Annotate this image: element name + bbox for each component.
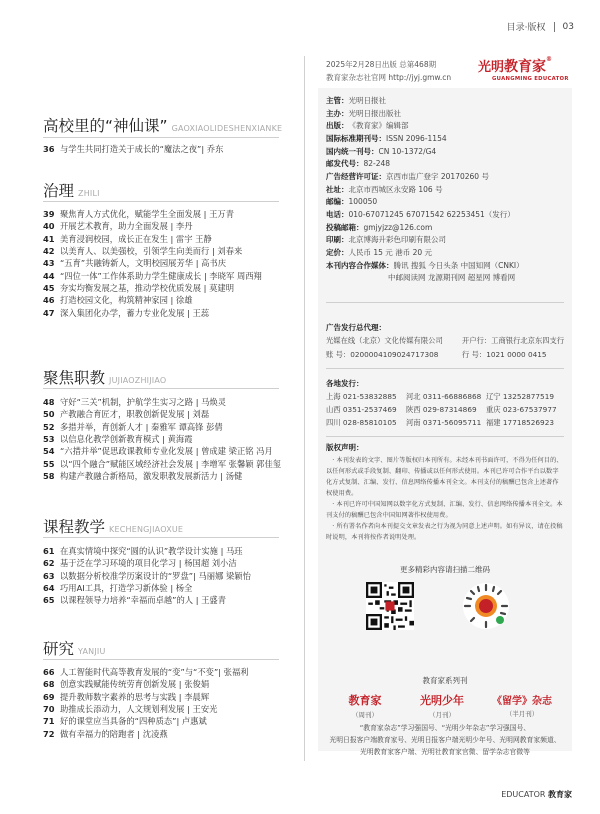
toc-item[interactable] bbox=[43, 143, 293, 155]
masthead-row bbox=[326, 259, 566, 272]
masthead-row bbox=[326, 119, 566, 132]
section-title-cn: 高校里的“神仙课” bbox=[43, 117, 168, 135]
toc-text: 多措并举，育创新人才 | 秦雅军 谭高锋 彭倩 bbox=[60, 421, 223, 432]
toc-item[interactable] bbox=[43, 666, 293, 678]
toc-item[interactable] bbox=[43, 715, 293, 727]
section-title-cn: 治理 bbox=[43, 182, 75, 200]
toc-text: 美育浸润校园，成长正在发生 | 雷宇 王静 bbox=[60, 233, 212, 244]
section-title-zhijiao bbox=[43, 366, 166, 388]
distribution-cell: 辽宁 13252877519 bbox=[486, 391, 554, 401]
brand-name: 教育家 bbox=[348, 694, 382, 707]
section-title-en: GAOXIAOLIDESHENXIANKE bbox=[171, 124, 283, 133]
brand-name: 光明少年 bbox=[420, 694, 464, 707]
toc-page: 55 bbox=[43, 458, 55, 469]
section-title-en: JUJIAOZHIJIAO bbox=[109, 376, 167, 385]
masthead-key: 电话： bbox=[326, 210, 349, 220]
toc-item[interactable] bbox=[43, 306, 293, 318]
distribution-cell: 上海 021-53832885 bbox=[326, 391, 397, 401]
toc-text: 夯实均衡发展之基，推动学校优质发展 | 莫建明 bbox=[60, 282, 235, 293]
footer-en: EDUCATOR bbox=[501, 790, 546, 799]
section-title-cn: 研究 bbox=[43, 640, 75, 658]
toc-text: 打造校园文化，构筑精神家园 | 徐雄 bbox=[60, 295, 193, 306]
masthead-key: 主管： bbox=[326, 95, 349, 105]
toc-page: 69 bbox=[43, 691, 55, 702]
section-divider bbox=[43, 659, 279, 660]
section-title-en: ZHILI bbox=[78, 189, 100, 198]
toc-text: 以信息化教学创新教育模式 | 黄海霞 bbox=[60, 434, 193, 445]
declaration-paragraph: · 本刊已许可中国知网以数字化方式复制、汇编、发行、信息网络传播本刊全文。本刊支付的稿酬已包含中国知网著作权使用费。 bbox=[326, 501, 563, 519]
toc-text: 提升教师数字素养的思考与实践 | 李晨辉 bbox=[60, 691, 210, 702]
masthead-key: 印刷： bbox=[326, 235, 349, 245]
masthead-key: 邮编： bbox=[326, 197, 349, 207]
toc-item[interactable] bbox=[43, 282, 293, 294]
toc-page: 46 bbox=[43, 295, 55, 306]
toc-text: 深入集团化办学，蓄力专业化发展 | 王蕊 bbox=[60, 307, 210, 318]
masthead-info bbox=[326, 94, 566, 284]
masthead-row bbox=[326, 208, 566, 221]
distribution-cell: 河北 0311-66886868 bbox=[406, 391, 482, 401]
toc-page: 68 bbox=[43, 679, 55, 690]
logo-en-text: GUANGMING EDUCATOR bbox=[492, 76, 569, 82]
panel-divider bbox=[326, 368, 564, 369]
masthead-key: 社址： bbox=[326, 184, 349, 194]
masthead-value: 北京市西城区永安路 106 号 bbox=[348, 184, 443, 194]
toc-item[interactable] bbox=[43, 727, 293, 739]
toc-text: 以美育人、以美强校，引领学生向美而行 | 刘春来 bbox=[60, 246, 243, 257]
section-divider bbox=[43, 201, 279, 202]
toc-text: 聚焦育人方式优化，赋能学生全面发展 | 王万青 bbox=[60, 209, 235, 220]
toc-item[interactable] bbox=[43, 457, 293, 469]
distribution-cell: 福建 17718526923 bbox=[486, 418, 554, 428]
toc-text: “五育”共融铸新人，文明校园展芳华 | 高书庆 bbox=[60, 258, 227, 269]
toc-text: 以“四个融合”赋能区域经济社会发展 | 李增军 张馨颖 郭佳玺 bbox=[60, 458, 282, 469]
declaration-title: 版权声明： bbox=[326, 443, 364, 452]
masthead-row bbox=[326, 145, 566, 158]
toc-page: 39 bbox=[43, 209, 55, 220]
masthead-key: 投稿邮箱： bbox=[326, 222, 364, 232]
section-title-en: KECHENGJIAOXUE bbox=[109, 525, 184, 534]
toc-page: 36 bbox=[43, 144, 55, 155]
toc-item[interactable] bbox=[43, 257, 293, 269]
toc-item[interactable] bbox=[43, 594, 293, 606]
toc-item[interactable] bbox=[43, 691, 293, 703]
ads-bank: 开户行：工商银行北京东四支行 bbox=[462, 336, 565, 345]
masthead-value: 腾讯 搜狐 今日头条 中国知网（CNKI） bbox=[393, 260, 524, 270]
footer-cn: 教育家 bbox=[548, 790, 572, 799]
toc-page: 70 bbox=[43, 704, 55, 715]
distribution-row bbox=[326, 403, 566, 416]
publication-site: 教育家杂志社官网 http://jyj.gmw.cn bbox=[326, 73, 452, 82]
toc-text: 产教融合育匠才，职教创新促发展 | 刘磊 bbox=[60, 409, 210, 420]
section-divider bbox=[43, 388, 279, 389]
section-items-yanjiu bbox=[43, 666, 293, 740]
brand-frequency: （周刊） bbox=[352, 711, 378, 719]
toc-text: 好的课堂应当具备的“四种质态”| 卢惠斌 bbox=[60, 716, 207, 727]
toc-item[interactable] bbox=[43, 703, 293, 715]
masthead-value: 光明日报出版社 bbox=[348, 108, 401, 118]
masthead-value: ISSN 2096-1154 bbox=[386, 133, 447, 143]
masthead-value: 光明日报社 bbox=[348, 95, 386, 105]
distribution-cell: 山西 0351-2537469 bbox=[326, 405, 397, 415]
masthead-key: 邮发代号： bbox=[326, 159, 364, 169]
series-line: 光明日报客户端教育家号、光明日报客户端光明少年号、光明网教育家频道、 bbox=[329, 736, 561, 744]
distribution-cell: 陕西 029-87314869 bbox=[406, 405, 477, 415]
distribution-cell: 河南 0371-56095711 bbox=[406, 418, 482, 428]
toc-text: 在真实情境中探究“圆的认识”教学设计实施 | 马珏 bbox=[60, 546, 243, 557]
toc-page: 65 bbox=[43, 595, 55, 606]
declaration-paragraph: · 本刊发表的文字、图片等版权归本刊所有。未经本刊书面许可，不得为任何目的、以任何形式或手段复制、翻印、传播或以任何形式使用。本刊已许可合作平台以数字化方式复制、汇编、发行、信息网络传播本刊全文。本刊支付的稿酬已包含上述著作权使用费。 bbox=[326, 457, 563, 497]
column-divider bbox=[304, 56, 305, 761]
toc-page: 52 bbox=[43, 421, 55, 432]
toc-page: 50 bbox=[43, 409, 55, 420]
toc-item[interactable] bbox=[43, 396, 293, 408]
masthead-value: 100050 bbox=[348, 197, 378, 207]
toc-page: 63 bbox=[43, 570, 55, 581]
distribution-row bbox=[326, 417, 566, 430]
masthead-row bbox=[326, 170, 566, 183]
header-section: 目录·版权 bbox=[506, 23, 546, 33]
toc-text: 人工智能时代高等教育发展的“变”与“不变”| 张福利 bbox=[60, 667, 249, 678]
section-items-kecheng bbox=[43, 545, 293, 606]
ads-title: 广告发行总代理： bbox=[326, 323, 386, 332]
toc-page: 66 bbox=[43, 667, 55, 678]
section-title-cn: 聚焦职教 bbox=[43, 369, 106, 387]
toc-text: 巧用AI工具，打造学习新体验 | 杨全 bbox=[60, 583, 193, 594]
toc-item[interactable] bbox=[43, 582, 293, 594]
toc-item[interactable] bbox=[43, 570, 293, 582]
educator-logo bbox=[478, 56, 574, 82]
section-title-gaoxiao bbox=[43, 114, 282, 136]
qr-title: 更多精彩内容请扫描二维码 bbox=[400, 565, 490, 574]
toc-item[interactable] bbox=[43, 678, 293, 690]
masthead-extra: 中邮阅读网 龙源期刊网 超星网 博看网 bbox=[388, 272, 516, 282]
brand-guangming-shaonian[interactable] bbox=[410, 692, 474, 719]
panel-divider bbox=[326, 302, 564, 303]
logo-registered-mark: ® bbox=[546, 56, 553, 63]
section-items-zhili bbox=[43, 208, 293, 319]
distribution-cell: 重庆 023-67537977 bbox=[486, 405, 557, 415]
masthead-key: 定价： bbox=[326, 248, 349, 258]
masthead-key: 广告经营许可证： bbox=[326, 171, 386, 181]
toc-item[interactable] bbox=[43, 545, 293, 557]
toc-page: 72 bbox=[43, 728, 55, 739]
brand-jiaoyujia[interactable] bbox=[333, 692, 397, 719]
section-title-zhili bbox=[43, 179, 100, 201]
masthead-value: CN 10-1372/G4 bbox=[378, 146, 437, 156]
masthead-row bbox=[326, 246, 566, 259]
toc-item[interactable] bbox=[43, 408, 293, 420]
toc-text: “六措并举”促思政课教师专业化发展 | 曾成建 梁正铭 冯月 bbox=[60, 446, 273, 457]
toc-page: 71 bbox=[43, 716, 55, 727]
section-divider bbox=[43, 537, 279, 538]
toc-page: 61 bbox=[43, 546, 55, 557]
logo-jiaoyujia-text: 教育家 bbox=[504, 59, 547, 75]
toc-page: 42 bbox=[43, 246, 55, 257]
masthead-value: 010-67071245 67071542 62253451（发行） bbox=[348, 210, 515, 220]
masthead-value: gmjyjzz@126.com bbox=[363, 222, 433, 232]
brand-liuxue[interactable] bbox=[484, 692, 560, 718]
toc-page: 58 bbox=[43, 470, 55, 481]
copyright-declaration bbox=[326, 442, 564, 543]
toc-text: “四位一体”工作体系助力学生健康成长 | 李晓军 周西翔 bbox=[60, 270, 262, 281]
toc-item[interactable] bbox=[43, 208, 293, 220]
toc-item[interactable] bbox=[43, 433, 293, 445]
masthead-key: 出版： bbox=[326, 121, 349, 131]
masthead-row bbox=[326, 132, 566, 145]
toc-item[interactable] bbox=[43, 557, 293, 569]
toc-text: 做有幸福力的陪跑者 | 沈凌燕 bbox=[60, 728, 168, 739]
series-line: “教育家杂志”学习强国号、“光明少年杂志”学习强国号、 bbox=[359, 724, 531, 732]
toc-page: 64 bbox=[43, 583, 55, 594]
toc-item[interactable] bbox=[43, 269, 293, 281]
page-number: 03 bbox=[562, 21, 574, 32]
toc-item[interactable] bbox=[43, 294, 293, 306]
masthead-key: 国内统一刊号： bbox=[326, 146, 379, 156]
ads-account: 账 号：0200004109024717308 bbox=[326, 350, 439, 359]
toc-page: 43 bbox=[43, 258, 55, 269]
masthead-value: 82-248 bbox=[363, 159, 391, 169]
masthead-row bbox=[326, 234, 566, 247]
masthead-row bbox=[326, 196, 566, 209]
logo-guangming-text: 光明 bbox=[478, 60, 505, 75]
masthead-row bbox=[326, 94, 566, 107]
distribution-grid bbox=[326, 390, 566, 430]
panel-divider bbox=[326, 436, 564, 437]
toc-text: 助推成长添动力，人文规划利发展 | 王安光 bbox=[60, 704, 218, 715]
masthead-row bbox=[326, 157, 566, 170]
section-title-kecheng bbox=[43, 515, 183, 537]
masthead-value: 京西市监广登字 20170260 号 bbox=[386, 171, 489, 181]
masthead-value: 《教育家》编辑部 bbox=[348, 121, 409, 131]
toc-page: 40 bbox=[43, 221, 55, 232]
toc-item[interactable] bbox=[43, 445, 293, 457]
distribution-cell: 四川 028-85810105 bbox=[326, 418, 397, 428]
series-line: 光明教育家客户端、光明社教育家官微、留学杂志官微等 bbox=[360, 748, 530, 756]
toc-item[interactable] bbox=[43, 245, 293, 257]
section-divider bbox=[43, 137, 279, 138]
masthead-row bbox=[326, 221, 566, 234]
section-title-yanjiu bbox=[43, 637, 106, 659]
toc-text: 以数据分析校准学历案设计的“罗盘”| 马丽娜 梁颖怡 bbox=[60, 570, 251, 581]
section-items-zhijiao bbox=[43, 396, 293, 482]
masthead-value: 人民币 15 元 港币 20 元 bbox=[348, 248, 433, 258]
toc-text: 以课程领导力培养“幸福而卓越”的人 | 王盛青 bbox=[60, 595, 227, 606]
masthead-key: 本刊内容合作媒体： bbox=[326, 260, 394, 270]
brand-frequency: （半月刊） bbox=[505, 710, 539, 718]
masthead-row bbox=[326, 107, 566, 120]
masthead-key: 国际标准期刊号： bbox=[326, 133, 386, 143]
publication-date: 2025年2月28日出版 总第468期 bbox=[326, 60, 437, 69]
ads-bank-code: 行 号：1021 0000 0415 bbox=[462, 350, 547, 359]
toc-item[interactable] bbox=[43, 470, 293, 482]
toc-page: 48 bbox=[43, 397, 55, 408]
toc-item[interactable] bbox=[43, 421, 293, 433]
masthead-row bbox=[326, 183, 566, 196]
ads-company: 光媒在线（北京）文化传媒有限公司 bbox=[326, 336, 443, 345]
toc-page: 45 bbox=[43, 282, 55, 293]
toc-text: 与学生共同打造关于成长的“魔法之夜”| 乔东 bbox=[60, 144, 224, 155]
toc-text: 基于泛在学习环境的项目化学习 | 杨国超 刘小洁 bbox=[60, 558, 237, 569]
declaration-paragraph: · 所有署名作者向本刊提交文章发表之行为视为同意上述声明。如有异议，请在投稿时说明，本刊将按作者说明处理。 bbox=[326, 523, 563, 541]
masthead-key: 主办： bbox=[326, 108, 349, 118]
qr-code-icon[interactable] bbox=[366, 582, 414, 630]
section-items-gaoxiao bbox=[43, 143, 293, 155]
distribution-title: 各地发行： bbox=[326, 379, 364, 388]
distribution-row bbox=[326, 390, 566, 403]
toc-text: 构建产教融合新格局，激发职教发展新活力 | 汤健 bbox=[60, 470, 243, 481]
toc-text: 开展艺术教育，助力全面发展 | 李丹 bbox=[60, 221, 193, 232]
toc-text: 创意实践赋能传统劳育创新发展 | 张俊娟 bbox=[60, 679, 210, 690]
toc-page: 44 bbox=[43, 270, 55, 281]
toc-page: 53 bbox=[43, 434, 55, 445]
brand-name: 《留学》杂志 bbox=[492, 696, 552, 707]
toc-text: 守好“三关”机制，护航学生实习之路 | 马焕灵 bbox=[60, 397, 227, 408]
page-header bbox=[507, 20, 574, 33]
mini-program-code-icon[interactable] bbox=[462, 582, 510, 630]
section-title-en: YANJIU bbox=[78, 647, 106, 656]
header-divider bbox=[554, 22, 555, 32]
series-title: 教育家系列刊 bbox=[422, 676, 468, 685]
toc-item[interactable] bbox=[43, 220, 293, 232]
toc-page: 41 bbox=[43, 233, 55, 244]
toc-item[interactable] bbox=[43, 233, 293, 245]
brand-frequency: （月刊） bbox=[429, 711, 455, 719]
toc-page: 62 bbox=[43, 558, 55, 569]
toc-page: 47 bbox=[43, 307, 55, 318]
masthead-value: 北京博海升彩色印刷有限公司 bbox=[348, 235, 446, 245]
toc-page: 54 bbox=[43, 446, 55, 457]
section-title-cn: 课程教学 bbox=[43, 518, 106, 536]
page-footer bbox=[501, 789, 572, 800]
